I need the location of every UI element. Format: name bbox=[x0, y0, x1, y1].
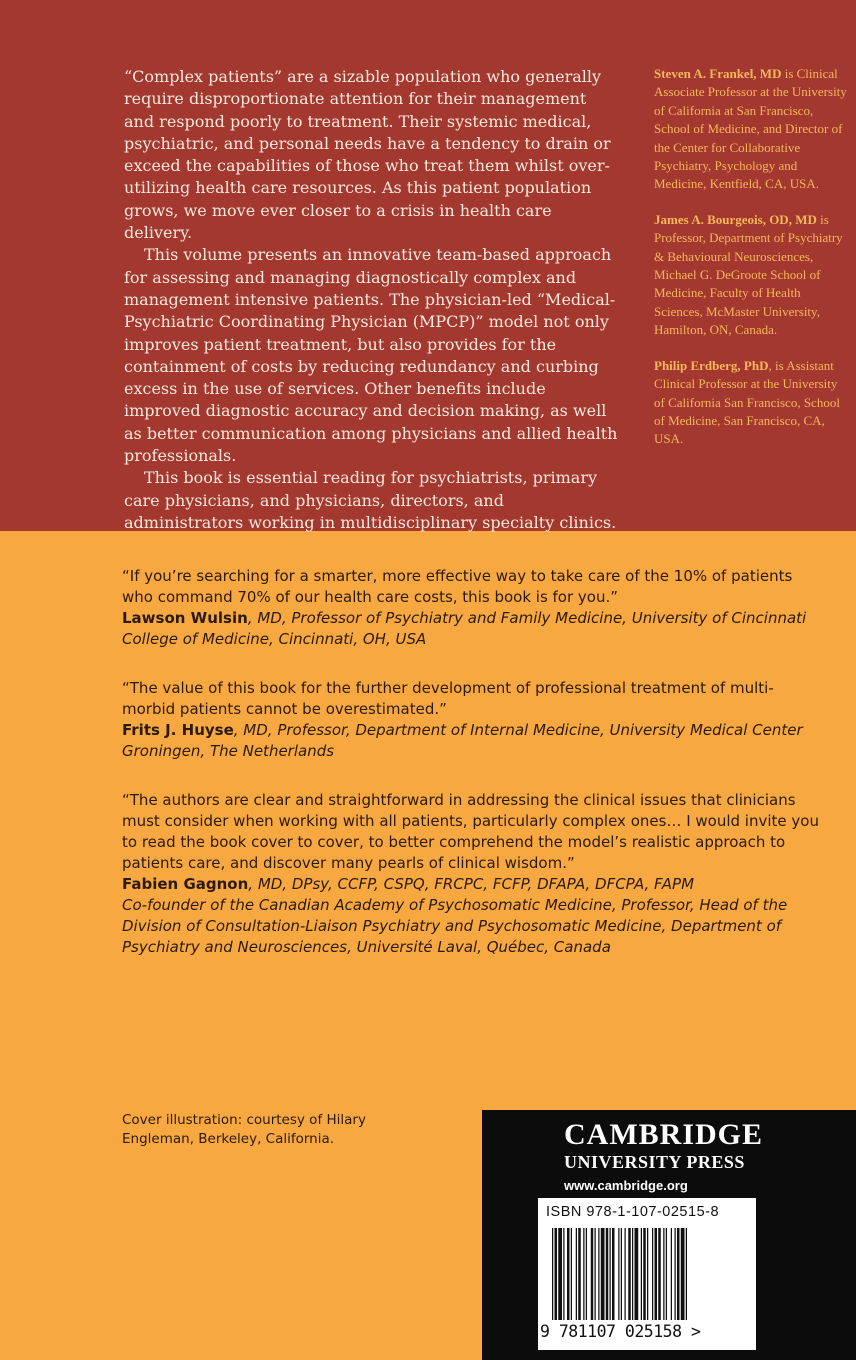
description-paragraph: “Complex patients” are a sizable population who generally require disproportionate attention for their management and respond poorly to treatment. Their systemic medical, psychiatric, and personal needs have a tendency to drain or exceed the capabilities of those who treat them whilst over-utilizing health care resources. As this patient population grows, we move ever closer to a crisis in health care delivery. bbox=[124, 67, 611, 243]
barcode-bar bbox=[686, 1228, 687, 1320]
endorser-name: Lawson Wulsin bbox=[122, 609, 248, 627]
barcode-bar bbox=[628, 1228, 631, 1320]
barcode-bar bbox=[567, 1228, 570, 1320]
barcode-bar bbox=[598, 1228, 599, 1320]
barcode-bar bbox=[641, 1228, 642, 1320]
barcode-bar bbox=[621, 1228, 622, 1320]
book-description bbox=[124, 66, 620, 534]
barcode-bar bbox=[675, 1228, 676, 1320]
barcode-bar bbox=[576, 1228, 577, 1320]
author-bio bbox=[654, 65, 850, 194]
barcode-bar bbox=[563, 1228, 564, 1320]
author-bio bbox=[654, 211, 850, 340]
barcode-bar bbox=[606, 1228, 609, 1320]
barcode-bar bbox=[578, 1228, 581, 1320]
barcode-bar bbox=[595, 1228, 596, 1320]
endorser-name: Frits J. Huyse bbox=[122, 721, 234, 739]
publisher-block bbox=[482, 1110, 856, 1360]
isbn-label: ISBN 978-1-107-02515-8 bbox=[546, 1204, 720, 1220]
barcode-bar bbox=[612, 1228, 615, 1320]
cover-illustration-credit: Cover illustration: courtesy of Hilary Engleman, Berkeley, California. bbox=[122, 1112, 366, 1147]
barcode-bar bbox=[552, 1228, 553, 1320]
barcode-bar bbox=[658, 1228, 661, 1320]
barcode-bar bbox=[601, 1228, 605, 1320]
publisher-name: CAMBRIDGE bbox=[564, 1118, 764, 1151]
description-paragraph: This volume presents an innovative team-based approach for assessing and managing diagnostically complex and management intensive patients. The physician-led “Medical-Psychiatric Coordinating Physician (MPCP)” model not only improves patient treatment, but also provides for the containment of costs by reducing redundancy and curbing excess in the use of services. Other benefits include improved diagnostic accuracy and decision making, as well as better communication among physicians and allied health professionals. bbox=[124, 245, 618, 466]
endorsement-quote: “If you’re searching for a smarter, more effective way to take care of the 10% of patients who command 70% of our health care costs, this book is for you.” bbox=[122, 567, 793, 606]
endorser-credentials: , MD, Professor of Psychiatry and Family Medicine, University of Cincinnati College of Medicine, Cincinnati, OH, USA bbox=[122, 609, 807, 648]
barcode-bar bbox=[591, 1228, 594, 1320]
barcode-bar bbox=[618, 1228, 619, 1320]
endorser-credentials: , MD, DPsy, CCFP, CSPQ, FRCPC, FCFP, DFAPA, DFCPA, FAPM bbox=[248, 875, 695, 893]
endorser-affiliation bbox=[122, 895, 822, 958]
author-name: Steven A. Frankel, MD bbox=[654, 66, 782, 81]
author-name: Philip Erdberg, PhD bbox=[654, 357, 769, 373]
barcode-bar bbox=[677, 1228, 680, 1320]
barcode-bar bbox=[652, 1228, 653, 1320]
barcode-bar bbox=[555, 1228, 558, 1320]
barcode-bar bbox=[625, 1228, 626, 1320]
barcode-graphic bbox=[550, 1228, 746, 1320]
endorsement-attribution bbox=[122, 720, 822, 762]
barcode-bar bbox=[663, 1228, 664, 1320]
barcode-bar bbox=[655, 1228, 658, 1320]
endorsement bbox=[122, 678, 822, 762]
endorser-credentials: , MD, Professor, Department of Internal Medicine, University Medical Center Groningen, The Netherlands bbox=[122, 721, 803, 760]
barcode-bar bbox=[586, 1228, 587, 1320]
barcode-digits: 9 781107 025158 > bbox=[540, 1322, 701, 1341]
endorsement-quote: “The authors are clear and straightforward in addressing the clinical issues that clinicians must consider when working with all patients, particularly complex ones… I would invite you to read the book cover to cover, to better comprehend the model’s realistic approach to patients care, and discover many pearls of clinical wisdom.” bbox=[122, 791, 819, 872]
barcode-bar bbox=[635, 1228, 639, 1320]
barcode-bar bbox=[632, 1228, 633, 1320]
barcode-bar bbox=[647, 1228, 648, 1320]
author-bio-text: , is Assistant Clinical Professor at the University of California San Francisco, School of Medicine, San Francisco, CA, USA. bbox=[654, 357, 840, 447]
author-bio-text: is Clinical Associate Professor at the University of California at San Francisco, School of Medicine, and Director of the Center for Collaborative Psychiatry, Psychology and Medicine, Kentfield, CA, USA. bbox=[654, 66, 847, 192]
endorsement-attribution bbox=[122, 608, 822, 650]
author-bios bbox=[654, 65, 850, 466]
barcode-bar bbox=[571, 1228, 572, 1320]
author-bio bbox=[654, 357, 850, 449]
barcode-bar bbox=[558, 1228, 562, 1320]
endorsement-attribution bbox=[122, 874, 822, 895]
endorser-affiliation-text: Co-founder of the Canadian Academy of Psychosomatic Medicine, Professor, Head of the Division of Consultation-Liaison Psychiatry and Psychosomatic Medicine, Department of Psychiatry and Neurosciences, Université Laval, Québec, Canada bbox=[122, 896, 788, 956]
endorsement bbox=[122, 790, 822, 958]
barcode-bar bbox=[666, 1228, 667, 1320]
barcode-bar bbox=[583, 1228, 584, 1320]
endorser-name: Fabien Gagnon bbox=[122, 875, 249, 893]
endorsements bbox=[122, 566, 822, 986]
author-bio-text: is Professor, Department of Psychiatry & Behavioural Neurosciences, Michael G. DeGroote School of Medicine, Faculty of Health Sciences, McMaster University, Hamilton, ON, Canada. bbox=[654, 211, 843, 338]
publisher-website: www.cambridge.org bbox=[564, 1178, 688, 1193]
barcode-bar bbox=[643, 1228, 646, 1320]
endorsement bbox=[122, 566, 822, 650]
barcode-bar bbox=[671, 1228, 672, 1320]
barcode-bar bbox=[610, 1228, 611, 1320]
barcode-bar bbox=[681, 1228, 685, 1320]
isbn-barcode-box bbox=[538, 1198, 756, 1350]
author-name: James A. Bourgeois, OD, MD bbox=[654, 211, 817, 227]
publisher-subtitle: UNIVERSITY PRESS bbox=[564, 1152, 745, 1172]
endorsement-quote: “The value of this book for the further development of professional treatment of multi-morbid patients cannot be overestimated.” bbox=[122, 679, 774, 718]
description-paragraph: This book is essential reading for psychiatrists, primary care physicians, and physicians, directors, and administrators working in multidisciplinary specialty clinics. bbox=[124, 468, 617, 532]
